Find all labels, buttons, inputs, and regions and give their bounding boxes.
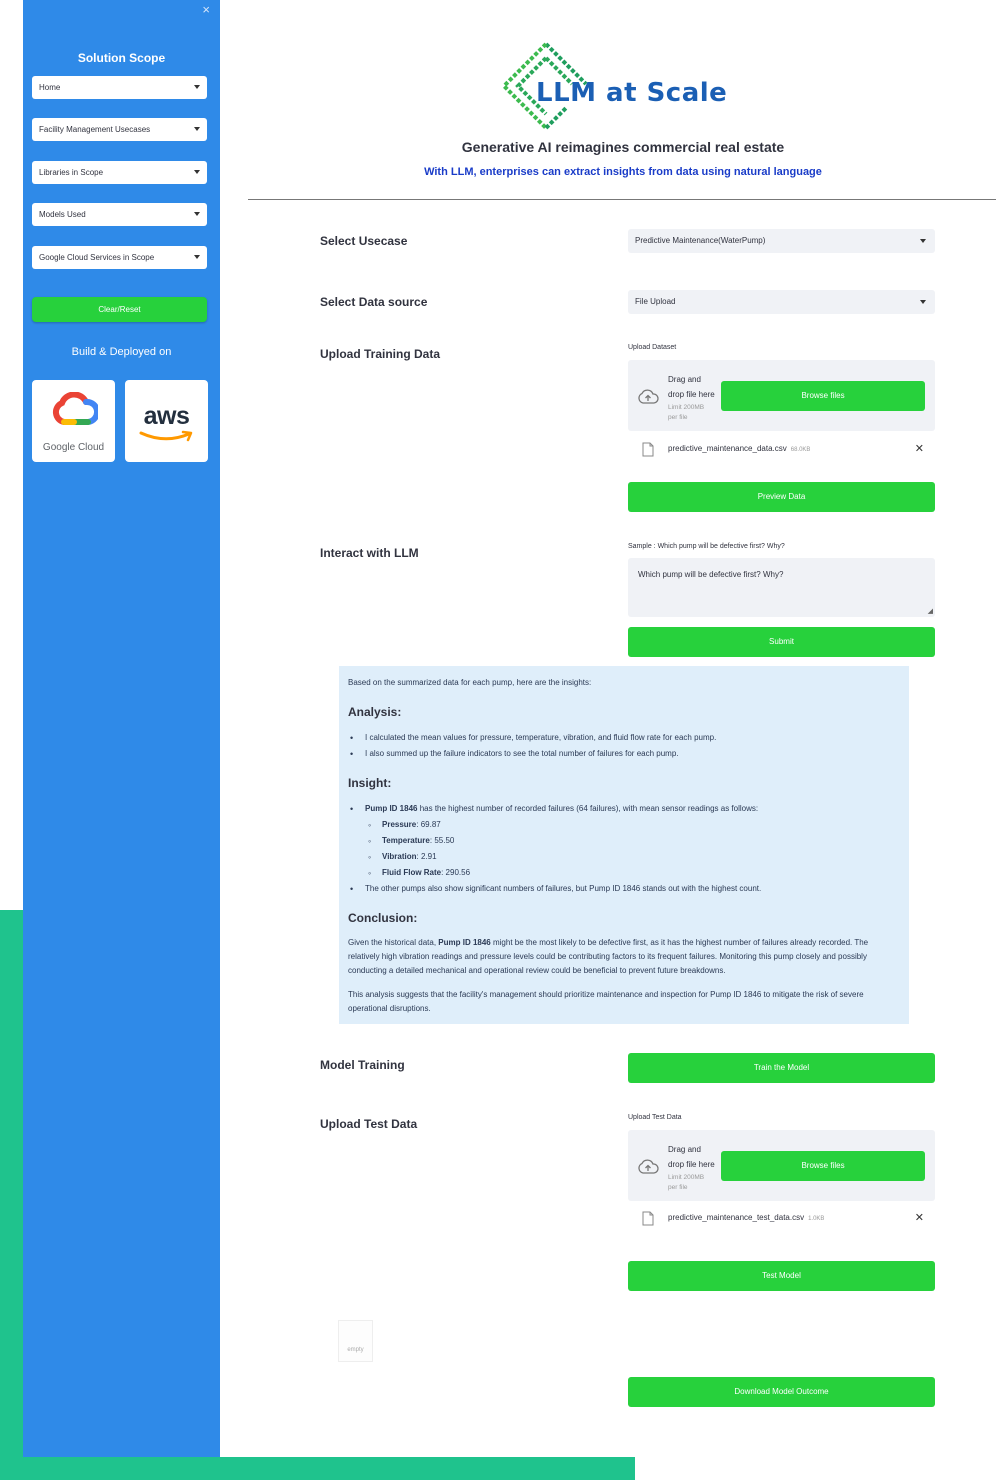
remove-file-icon[interactable]: ✕ [914, 1212, 924, 1224]
upload-test-data-label: Upload Test Data [628, 1114, 682, 1121]
models-select[interactable] [32, 203, 207, 226]
google-cloud-card [32, 380, 115, 462]
insight-lead-text: has the highest number of recorded failures (64 failures), with mean sensor readings as follows: [417, 804, 759, 813]
question-text: Which pump will be defective first? Why? [638, 570, 784, 579]
reading-name: Vibration [382, 852, 417, 861]
usecase-select-value: Predictive Maintenance(WaterPump) [635, 236, 766, 245]
drop-text-line-1: Drag and [668, 1145, 701, 1154]
models-select-value: Models Used [39, 210, 86, 219]
reading-value: : 55.50 [429, 836, 455, 845]
cloud-services-select[interactable] [32, 246, 207, 269]
train-model-button[interactable]: Train the Model [628, 1053, 935, 1083]
libraries-select[interactable] [32, 161, 207, 184]
reading-item [348, 865, 900, 881]
datasource-select-value: File Upload [635, 297, 676, 306]
question-textarea[interactable] [628, 558, 935, 617]
chevron-down-icon [194, 255, 200, 259]
reading-value: : 69.87 [416, 820, 441, 829]
uploaded-file-row [640, 440, 930, 460]
chevron-down-icon [194, 127, 200, 131]
file-limit-line-1: Limit 200MB [668, 404, 705, 411]
select-datasource-label: Select Data source [320, 295, 428, 309]
conclusion-heading: Conclusion: [348, 911, 418, 925]
insight-heading: Insight: [348, 776, 392, 790]
model-training-label: Model Training [320, 1058, 405, 1072]
file-limit-line-2: per file [668, 1184, 688, 1191]
libraries-select-value: Libraries in Scope [39, 168, 104, 177]
reading-name: Temperature [382, 836, 430, 845]
chevron-down-icon [920, 239, 926, 243]
sidebar [23, 0, 220, 1457]
file-limit-line-2: per file [668, 414, 688, 421]
download-outcome-button[interactable]: Download Model Outcome [628, 1377, 935, 1407]
file-limit-text [668, 1173, 704, 1193]
uploaded-file-name [668, 444, 810, 453]
reading-item [348, 849, 900, 865]
file-icon [642, 442, 654, 457]
remove-file-icon[interactable]: ✕ [914, 443, 924, 455]
uploaded-file-name [668, 1213, 824, 1222]
file-limit-line-1: Limit 200MB [668, 1174, 705, 1181]
uploaded-test-file-row [640, 1209, 930, 1229]
logo-wordmark: LLM at Scale [536, 78, 728, 108]
page-subtitle: With LLM, enterprises can extract insights from data using natural language [424, 166, 822, 178]
google-cloud-logo-icon [50, 392, 98, 430]
file-icon [642, 1211, 654, 1226]
conclusion-post: might be the most likely to be defective first, as it has the highest number of failures already recorded. The relatively high vibration readings and pressure levels could be contributing factors to its frequent failures. Monitoring this pump closely and possibly conducting a detailed mechanical and operational review could be beneficial to prevent future breakdowns. [348, 938, 869, 975]
llm-response-box [339, 666, 909, 1024]
sidebar-close-icon[interactable]: × [202, 2, 210, 17]
drop-text-line-2: drop file here [668, 1160, 715, 1169]
reading-value: : 290.56 [441, 868, 471, 877]
insight-pump-id: Pump ID 1846 [365, 804, 418, 813]
aws-card [125, 380, 208, 462]
insight-item [348, 801, 900, 817]
conclusion-pre: Given the historical data, [348, 938, 439, 947]
sidebar-title: Solution Scope [77, 51, 166, 65]
submit-button[interactable]: Submit [628, 627, 935, 657]
upload-training-label: Upload Training Data [320, 347, 441, 361]
chevron-down-icon [194, 212, 200, 216]
drop-text-line-2: drop file here [668, 390, 715, 399]
sample-question-label: Sample : Which pump will be defective first? Why? [628, 543, 785, 550]
cloud-services-select-value: Google Cloud Services in Scope [39, 253, 155, 262]
chevron-down-icon [194, 85, 200, 89]
upload-test-label: Upload Test Data [320, 1117, 418, 1131]
interact-llm-label: Interact with LLM [320, 546, 419, 560]
page-title: Generative AI reimagines commercial real estate [461, 139, 785, 155]
preview-data-button[interactable]: Preview Data [628, 482, 935, 512]
home-select[interactable] [32, 76, 207, 99]
usecases-select[interactable] [32, 118, 207, 141]
browse-files-button[interactable]: Browse files [721, 381, 925, 411]
reading-name: Pressure [382, 820, 417, 829]
cloud-upload-icon [637, 389, 659, 405]
clear-reset-button[interactable]: Clear/Reset [32, 297, 207, 322]
built-deployed-label: Build & Deployed on [71, 346, 172, 358]
select-usecase-label: Select Usecase [320, 234, 408, 248]
conclusion-pump-id: Pump ID 1846 [438, 938, 491, 947]
decorative-teal-bar-bottom [0, 1457, 635, 1480]
conclusion-text [348, 936, 893, 978]
analysis-item: • I also summed up the failure indicators to see the total number of failures for each pump. [348, 746, 900, 762]
reading-name: Fluid Flow Rate [382, 868, 442, 877]
analysis-list [348, 730, 900, 762]
insight-list [348, 801, 900, 897]
aws-smile-icon [139, 430, 195, 444]
aws-logo-text: aws [143, 402, 190, 430]
browse-files-button[interactable]: Browse files [721, 1151, 925, 1181]
file-name-text: predictive_maintenance_test_data.csv [668, 1213, 805, 1222]
analysis-heading: Analysis: [348, 705, 402, 719]
analysis-item: • I calculated the mean values for pressure, temperature, vibration, and fluid flow rate for each pump. [348, 730, 900, 746]
test-dropzone[interactable] [628, 1130, 935, 1201]
training-dropzone[interactable] [628, 360, 935, 431]
chevron-down-icon [194, 170, 200, 174]
reading-item [348, 817, 900, 833]
file-size: 1.0KB [808, 1216, 825, 1222]
response-intro: Based on the summarized data for each pump, here are the insights: [348, 678, 592, 687]
resize-grip-icon[interactable]: ◢ [927, 608, 933, 615]
test-model-button[interactable]: Test Model [628, 1261, 935, 1291]
usecase-select[interactable] [628, 229, 935, 253]
chevron-down-icon [920, 300, 926, 304]
home-select-value: Home [39, 83, 61, 92]
empty-placeholder [338, 1320, 373, 1362]
reading-value: : 2.91 [416, 852, 437, 861]
google-cloud-label: Google Cloud [42, 442, 105, 453]
drop-text [668, 372, 715, 402]
upload-dataset-label: Upload Dataset [628, 344, 677, 351]
empty-placeholder-text: empty [347, 1347, 364, 1353]
file-limit-text [668, 403, 704, 423]
usecases-select-value: Facility Management Usecases [39, 125, 151, 134]
header-divider [248, 199, 996, 200]
file-size: 68.0KB [790, 447, 811, 453]
datasource-select[interactable] [628, 290, 935, 314]
reading-item [348, 833, 900, 849]
cloud-upload-icon [637, 1159, 659, 1175]
closing-text: This analysis suggests that the facility's management should prioritize maintenance and inspection for Pump ID 1846 to mitigate the risk of severe operational disruptions. [348, 990, 864, 1013]
insight-item: • The other pumps also show significant numbers of failures, but Pump ID 1846 stands out with the highest count. [348, 881, 900, 897]
drop-text-line-1: Drag and [668, 375, 701, 384]
file-name-text: predictive_maintenance_data.csv [668, 444, 787, 453]
drop-text [668, 1142, 715, 1172]
